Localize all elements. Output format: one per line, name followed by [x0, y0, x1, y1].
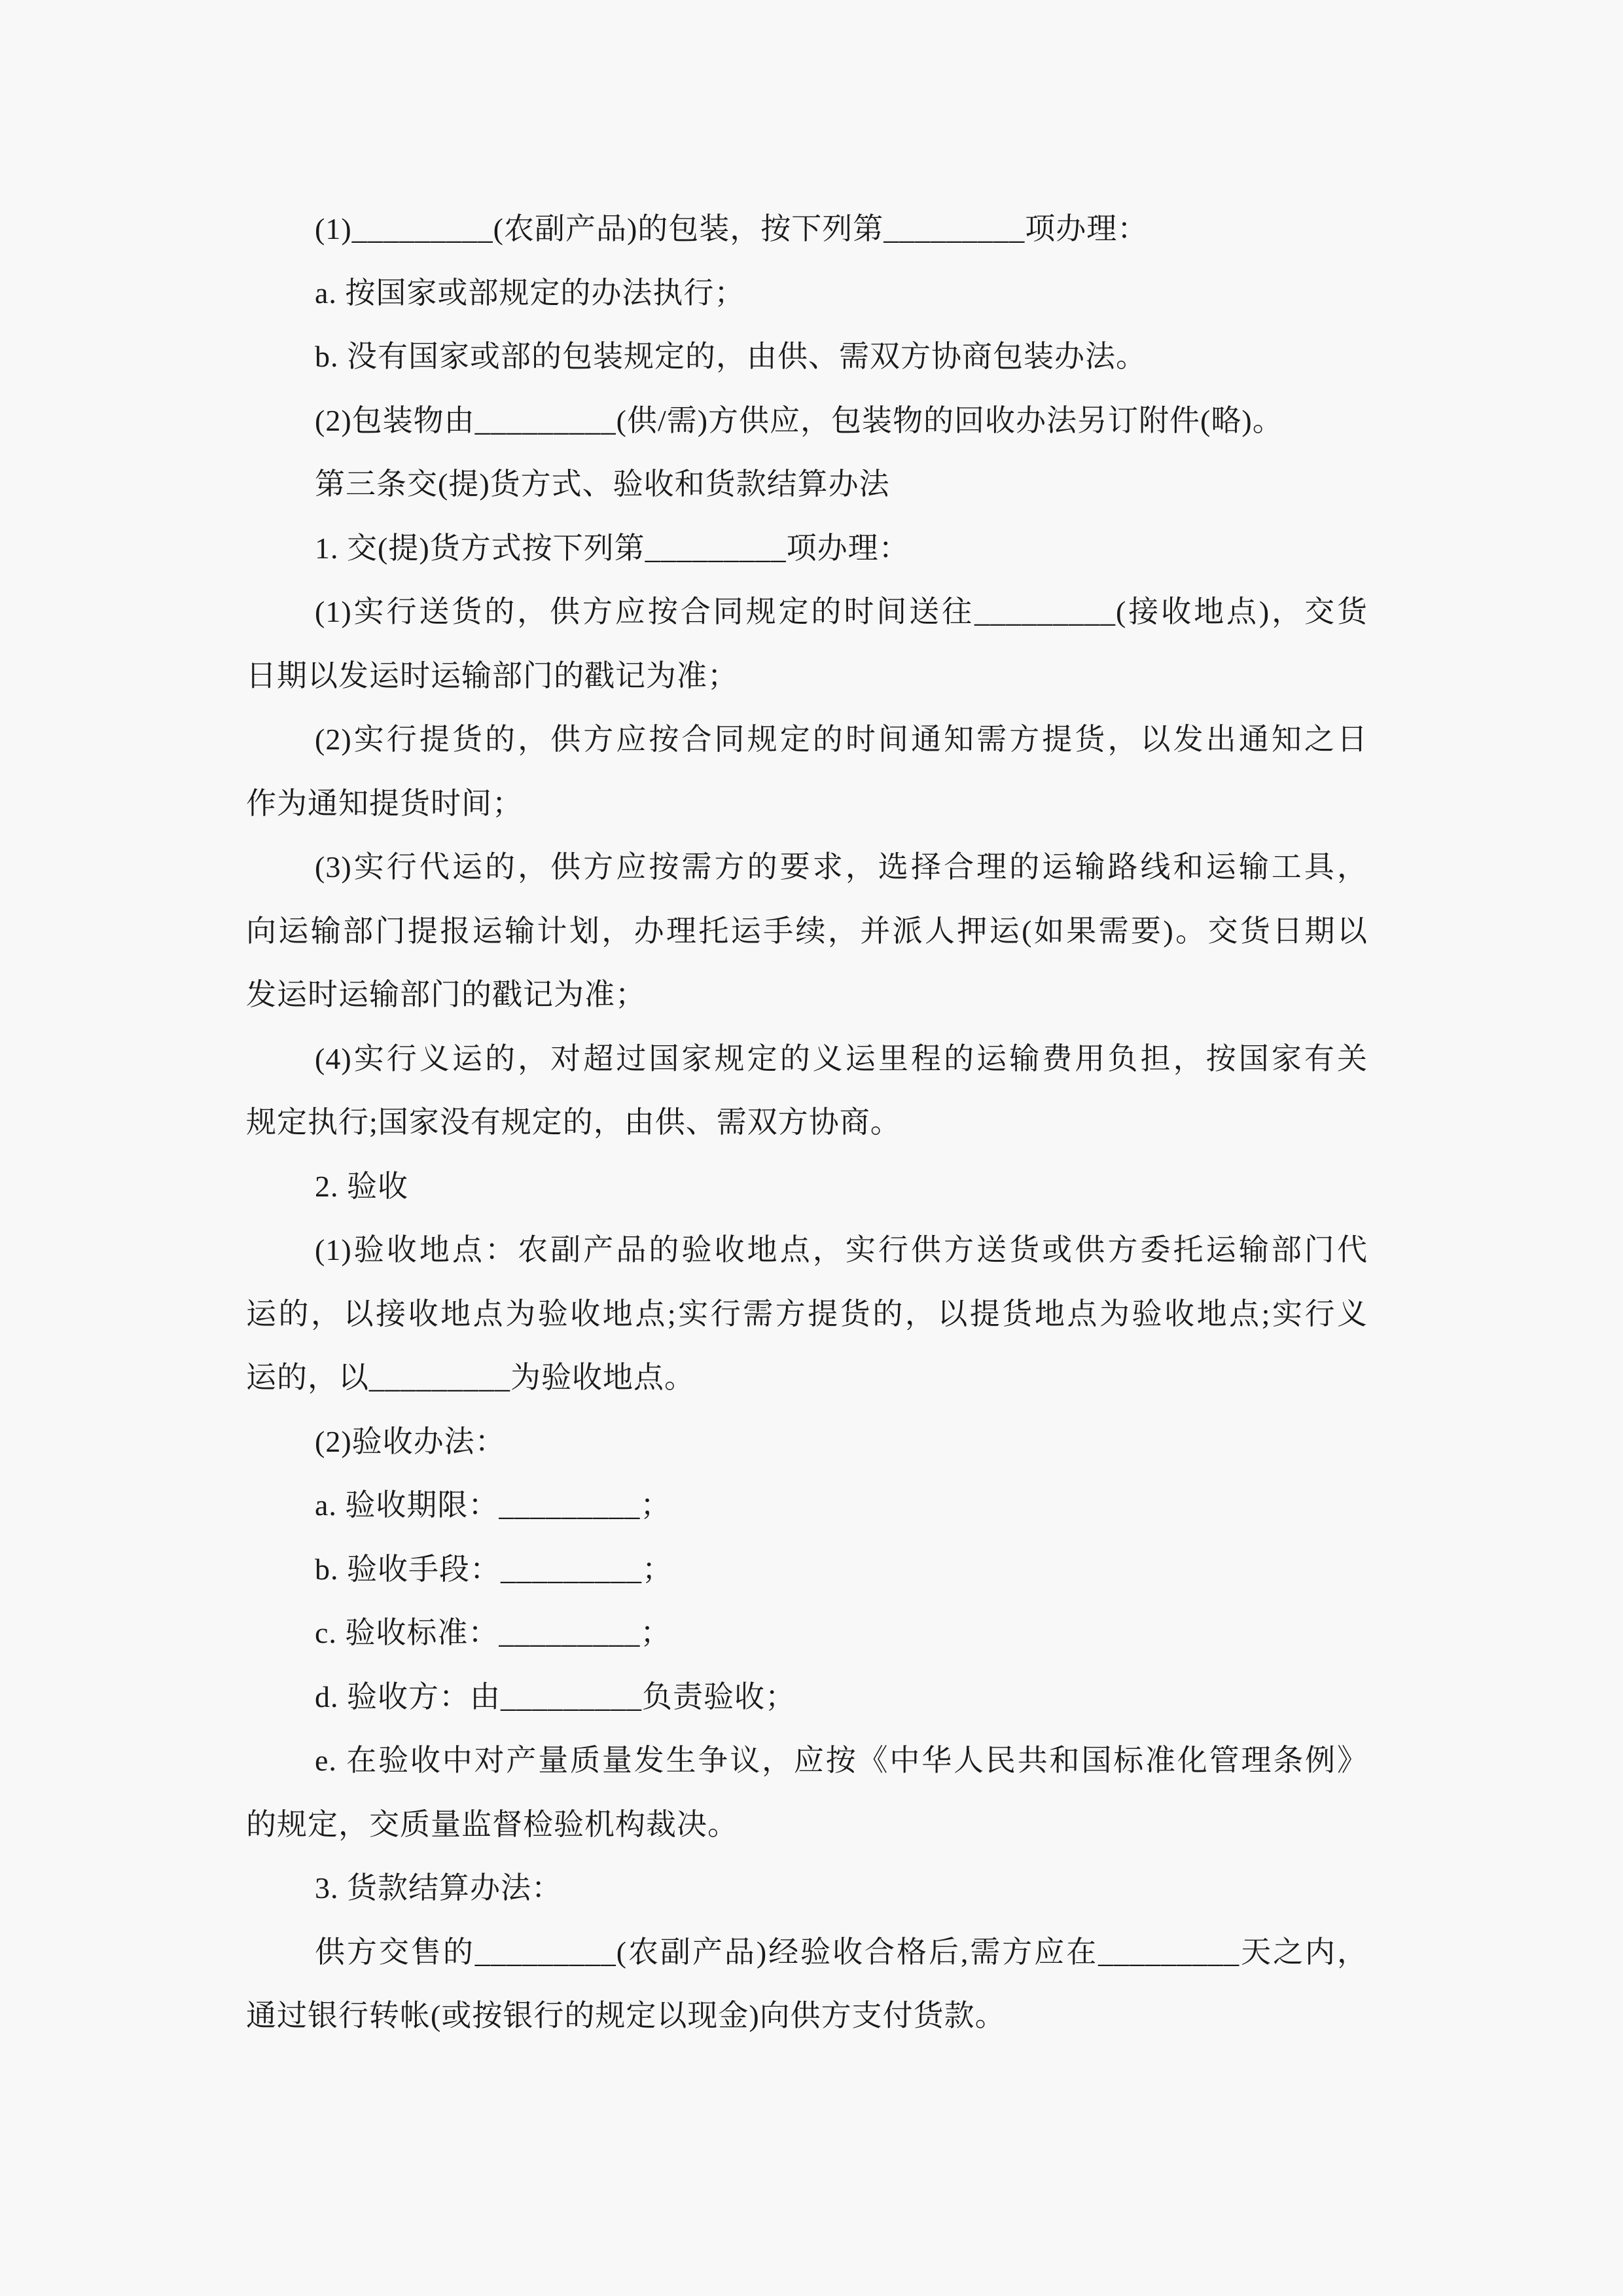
- text-line: 运的，以_________为验收地点。: [246, 1361, 695, 1394]
- text-line: (1)实行送货的，供方应按合同规定的时间送往_________(接收地点)，交货: [315, 595, 1368, 628]
- text-line: d. 验收方：由_________负责验收；: [315, 1679, 796, 1713]
- text-line: (1)验收地点：农副产品的验收地点，实行供方送货或供方委托运输部门代: [315, 1233, 1368, 1266]
- text-line: 作为通知提货时间；: [246, 786, 523, 820]
- text-line: (3)实行代运的，供方应按需方的要求，选择合理的运输路线和运输工具，: [315, 850, 1368, 884]
- text-line: 规定执行;国家没有规定的，由供、需双方协商。: [246, 1105, 901, 1139]
- contract-text-block: [246, 197, 1368, 2048]
- text-line: c. 验收标准：_________；: [315, 1616, 671, 1649]
- text-line: 1. 交(提)货方式按下列第_________项办理：: [315, 531, 910, 565]
- text-line: 发运时运输部门的戳记为准；: [246, 978, 646, 1011]
- text-line: 供方交售的_________(农副产品)经验收合格后,需方应在_________天之内，: [315, 1935, 1368, 1969]
- text-line: 2. 验收: [315, 1169, 408, 1203]
- text-line: (2)包装物由_________(供/需)方供应，包装物的回收办法另订附件(略)。: [315, 403, 1283, 437]
- text-line: 通过银行转帐(或按银行的规定以现金)向供方支付货款。: [246, 1999, 1006, 2032]
- text-line: 3. 货款结算办法：: [315, 1871, 562, 1905]
- text-line: b. 验收手段：_________；: [315, 1552, 673, 1586]
- text-line: 的规定，交质量监督检验机构裁决。: [246, 1807, 738, 1841]
- text-line: (4)实行义运的，对超过国家规定的义运里程的运输费用负担，按国家有关: [315, 1041, 1368, 1075]
- text-line: (1)_________(农副产品)的包装，按下列第_________项办理：: [315, 212, 1149, 245]
- text-line: a. 验收期限：_________；: [315, 1488, 671, 1522]
- text-line: 运的，以接收地点为验收地点;实行需方提货的，以提货地点为验收地点;实行义: [246, 1297, 1368, 1331]
- text-line: 向运输部门提报运输计划，办理托运手续，并派人押运(如果需要)。交货日期以: [246, 914, 1368, 948]
- text-line: 第三条交(提)货方式、验收和货款结算办法: [315, 467, 890, 501]
- text-line: (2)验收办法：: [315, 1424, 506, 1458]
- text-line: e. 在验收中对产量质量发生争议，应按《中华人民共和国标准化管理条例》: [315, 1744, 1368, 1777]
- text-line: a. 按国家或部规定的办法执行；: [315, 276, 745, 310]
- text-line: b. 没有国家或部的包装规定的，由供、需双方协商包装办法。: [315, 340, 1147, 373]
- text-line: 日期以发运时运输部门的戳记为准；: [246, 658, 738, 692]
- text-line: (2)实行提货的，供方应按合同规定的时间通知需方提货，以发出通知之日: [315, 723, 1368, 756]
